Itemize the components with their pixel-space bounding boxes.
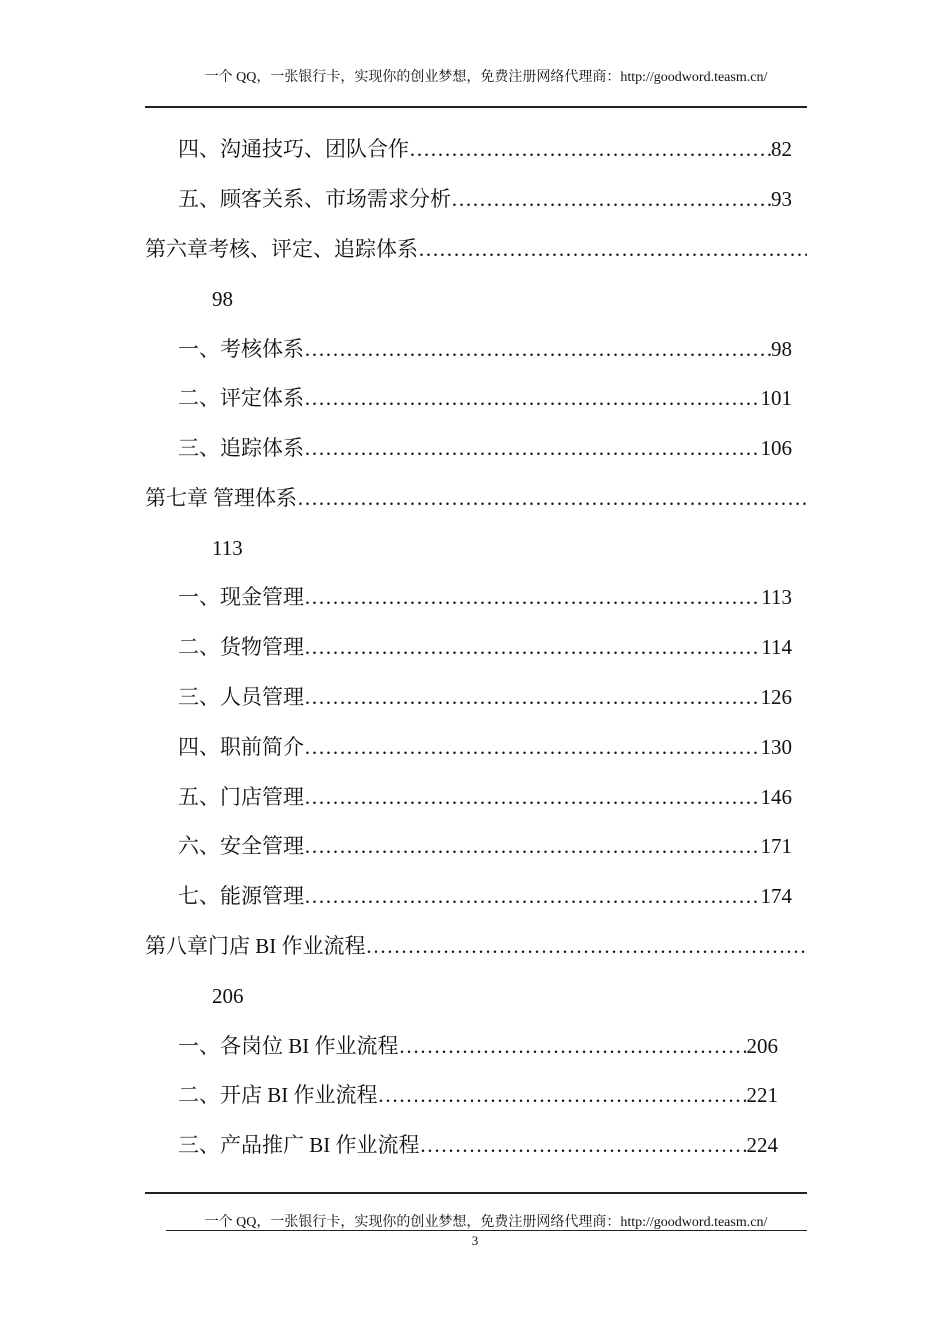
dot-leader — [399, 1031, 747, 1061]
toc-entry[interactable] — [178, 732, 792, 762]
chapter-title: 门店 BI 作业流程 — [208, 934, 366, 958]
header-rule — [145, 106, 807, 108]
toc-entry-number: 三、 — [178, 1133, 220, 1157]
toc-entry-number: 一、 — [178, 1034, 220, 1058]
toc-entry-number: 二、 — [178, 635, 220, 659]
toc-entry-number: 七、 — [178, 884, 220, 908]
toc-entry[interactable] — [178, 782, 792, 812]
toc-entry-title: 货物管理 — [220, 635, 304, 659]
toc-entry-page: 171 — [760, 834, 792, 858]
toc-entry-page: 224 — [746, 1133, 778, 1157]
dot-leader — [304, 782, 761, 812]
toc-entry-title: 追踪体系 — [220, 436, 304, 460]
toc-entry-title: 现金管理 — [220, 585, 304, 609]
chapter-number: 第八章 — [145, 934, 208, 958]
dot-leader — [451, 184, 771, 214]
toc-entry-title: 评定体系 — [220, 386, 304, 410]
toc-entry-page: 113 — [761, 585, 792, 609]
toc-entry[interactable] — [178, 682, 792, 712]
dot-leader — [304, 881, 761, 911]
toc-entry[interactable] — [178, 881, 792, 911]
toc-entry-number: 一、 — [178, 337, 220, 361]
toc-entry-title: 产品推广 BI 作业流程 — [220, 1133, 420, 1157]
toc-entry-page: 126 — [760, 685, 792, 709]
dot-leader — [304, 383, 761, 413]
toc-entry[interactable] — [178, 632, 792, 662]
toc-entry[interactable] — [178, 433, 792, 463]
toc-entry-number: 三、 — [178, 436, 220, 460]
footer-rule-bottom — [166, 1230, 807, 1231]
footer-rule-top — [145, 1192, 807, 1194]
toc-entry-number: 四、 — [178, 137, 220, 161]
chapter-title: 管理体系 — [213, 486, 297, 510]
toc-entry-title: 考核体系 — [220, 337, 304, 361]
toc-entry[interactable] — [178, 383, 792, 413]
toc-entry-page: 130 — [760, 735, 792, 759]
toc-entry-page: 106 — [760, 436, 792, 460]
toc-entry-title: 沟通技巧、团队合作 — [220, 137, 409, 161]
toc-entry-page: 98 — [771, 337, 792, 361]
toc-chapter[interactable] — [145, 931, 807, 961]
dot-leader — [304, 732, 761, 762]
toc-entry-number: 五、 — [178, 187, 220, 211]
toc-entry-page: 101 — [760, 386, 792, 410]
toc-entry[interactable] — [178, 1080, 778, 1110]
chapter-number: 第七章 — [145, 486, 208, 510]
dot-leader — [420, 1130, 747, 1160]
toc-entry-number: 一、 — [178, 585, 220, 609]
page-number: 3 — [471, 1233, 479, 1248]
toc-entry-title: 人员管理 — [220, 685, 304, 709]
dot-leader — [409, 134, 771, 164]
chapter-page: 206 — [212, 984, 244, 1008]
toc-entry-page: 174 — [760, 884, 792, 908]
toc-entry-title: 各岗位 BI 作业流程 — [220, 1034, 399, 1058]
dot-leader — [366, 931, 808, 961]
dot-leader — [304, 682, 761, 712]
toc-entry-title: 门店管理 — [220, 785, 304, 809]
dot-leader — [304, 334, 771, 364]
toc-entry-page: 206 — [746, 1034, 778, 1058]
chapter-page: 98 — [212, 287, 233, 311]
toc-entry-title: 顾客关系、市场需求分析 — [220, 187, 451, 211]
dot-leader — [304, 632, 761, 662]
toc-entry[interactable] — [178, 134, 792, 164]
toc-entry[interactable] — [178, 582, 792, 612]
dot-leader — [378, 1080, 747, 1110]
toc-entry-title: 安全管理 — [220, 834, 304, 858]
toc-entry-page: 146 — [760, 785, 792, 809]
toc-entry-number: 六、 — [178, 834, 220, 858]
toc-entry[interactable] — [178, 334, 792, 364]
dot-leader — [418, 234, 807, 264]
toc-entry-page: 82 — [771, 137, 792, 161]
dot-leader — [304, 433, 761, 463]
toc-entry-number: 五、 — [178, 785, 220, 809]
dot-leader — [304, 582, 761, 612]
toc-chapter[interactable] — [145, 483, 807, 513]
toc-entry-page: 221 — [746, 1083, 778, 1107]
page-footer: 一个 QQ，一张银行卡，实现你的创业梦想，免费注册网络代理商：http://goodword.teasm.cn/ — [204, 1215, 768, 1230]
toc-entry-title: 能源管理 — [220, 884, 304, 908]
chapter-title: 考核、评定、追踪体系 — [208, 237, 418, 261]
dot-leader — [304, 831, 761, 861]
toc-entry[interactable] — [178, 184, 792, 214]
toc-entry-page: 114 — [761, 635, 792, 659]
toc-entry-number: 三、 — [178, 685, 220, 709]
chapter-page: 113 — [212, 536, 243, 560]
chapter-number: 第六章 — [145, 237, 208, 261]
toc-entry-number: 二、 — [178, 386, 220, 410]
dot-leader — [297, 483, 807, 513]
toc-entry-number: 四、 — [178, 735, 220, 759]
toc-entry-number: 二、 — [178, 1083, 220, 1107]
toc-entry-title: 职前简介 — [220, 735, 304, 759]
toc-entry-page: 93 — [771, 187, 792, 211]
toc-entry[interactable] — [178, 1130, 778, 1160]
page-header: 一个 QQ，一张银行卡，实现你的创业梦想，免费注册网络代理商：http://goodword.teasm.cn/ — [204, 70, 768, 85]
toc-chapter[interactable] — [145, 234, 807, 264]
toc-entry[interactable] — [178, 1031, 778, 1061]
toc-entry-title: 开店 BI 作业流程 — [220, 1083, 378, 1107]
toc-entry[interactable] — [178, 831, 792, 861]
